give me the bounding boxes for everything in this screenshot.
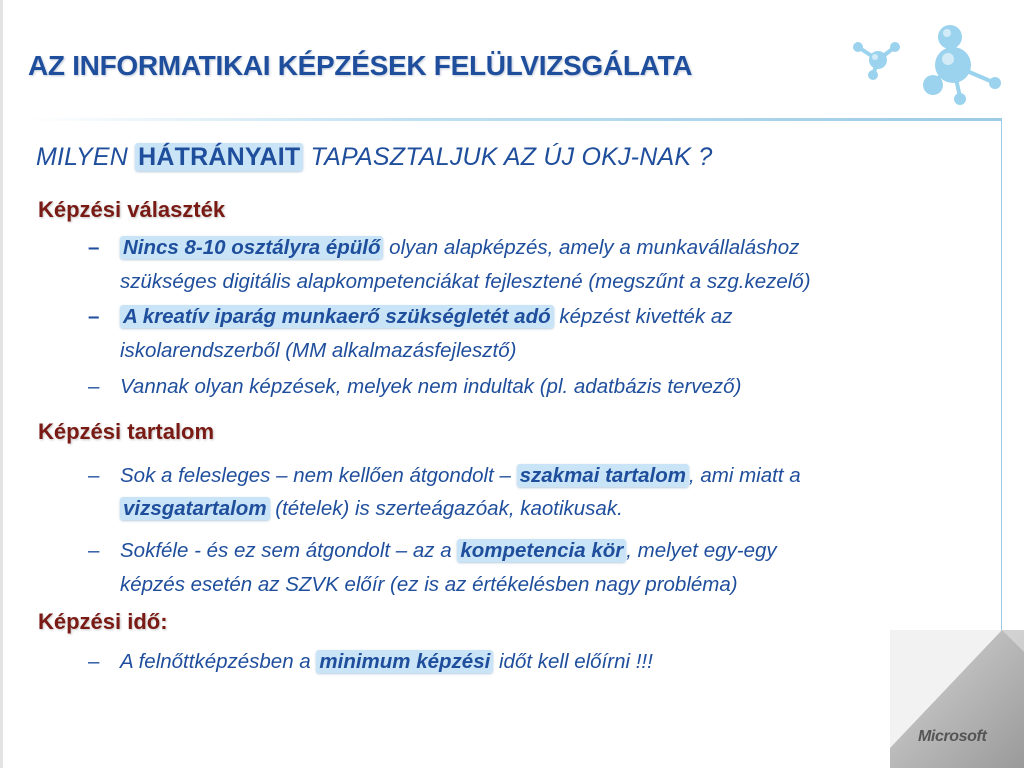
bullet-text: A felnőttképzésben a [120, 650, 317, 673]
microsoft-logo: Microsoft [918, 728, 987, 745]
slide-subtitle [36, 143, 712, 172]
bullet-tartalom-1-line1 [120, 464, 801, 488]
bullet-tartalom-2-line2: képzés esetén az SZVK előír (ez is az értékelésben nagy probléma) [120, 573, 738, 596]
bullet-text: (tételek) is szerteágazóak, kaotikusak. [269, 497, 623, 520]
slide-title: AZ INFORMATIKAI KÉPZÉSEK FELÜLVIZSGÁLATA [28, 50, 693, 81]
bullet-valasztek-1-line2: szükséges digitális alapkompetenciákat fejlesztené (megszűnt a szg.kezelő) [120, 270, 811, 293]
bullet-dash: – [88, 650, 100, 673]
bullet-ido-1 [120, 650, 653, 674]
bullet-valasztek-3: Vannak olyan képzések, melyek nem indultak (pl. adatbázis tervező) [120, 375, 742, 398]
bullet-text: képzést kivették az [553, 305, 733, 328]
bullet-dash: – [88, 539, 100, 562]
bullet-valasztek-2-line2: iskolarendszerből (MM alkalmazásfejlesztő) [120, 339, 517, 362]
bullet-valasztek-1-line1 [120, 236, 799, 260]
bullet-highlight: szakmai tartalom [517, 464, 689, 487]
bullet-text: Sok a felesleges – nem kellően átgondolt – [120, 464, 517, 487]
subtitle-text-before: MILYEN [36, 143, 136, 171]
section-heading-valasztek: Képzési választék [38, 197, 226, 222]
subtitle-highlight: HÁTRÁNYAIT [135, 143, 303, 171]
subtitle-text-after: TAPASZTALJUK AZ ÚJ OKJ-NAK ? [310, 143, 713, 171]
bullet-highlight: vizsgatartalom [120, 497, 270, 520]
bullet-dash: – [88, 464, 100, 487]
page-curl-decoration [890, 630, 1024, 768]
bullet-dash: – [88, 305, 100, 328]
bullet-text: , ami miatt a [688, 464, 801, 487]
bullet-text: Sokféle - és ez sem átgondolt – az a [120, 539, 458, 562]
bullet-valasztek-2-line1 [120, 305, 733, 329]
bullet-dash: – [88, 236, 100, 259]
bullet-tartalom-2-line1 [120, 539, 777, 563]
section-heading-tartalom: Képzési tartalom [38, 419, 215, 444]
bullet-text: , melyet egy-egy [626, 539, 777, 562]
bullet-text: időt kell előírni !!! [493, 650, 653, 673]
section-heading-ido: Képzési idő: [38, 609, 168, 634]
bullet-highlight: A kreatív iparág munkaerő szükségletét adó [120, 305, 554, 328]
bullet-highlight: minimum képzési [316, 650, 493, 673]
bullet-highlight: Nincs 8-10 osztályra épülő [120, 236, 383, 259]
bullet-text: olyan alapképzés, amely a munkavállaláshoz [383, 236, 800, 259]
bullet-tartalom-1-line2 [120, 497, 623, 521]
bullet-highlight: kompetencia kör [457, 539, 626, 562]
bullet-dash: – [88, 375, 100, 398]
